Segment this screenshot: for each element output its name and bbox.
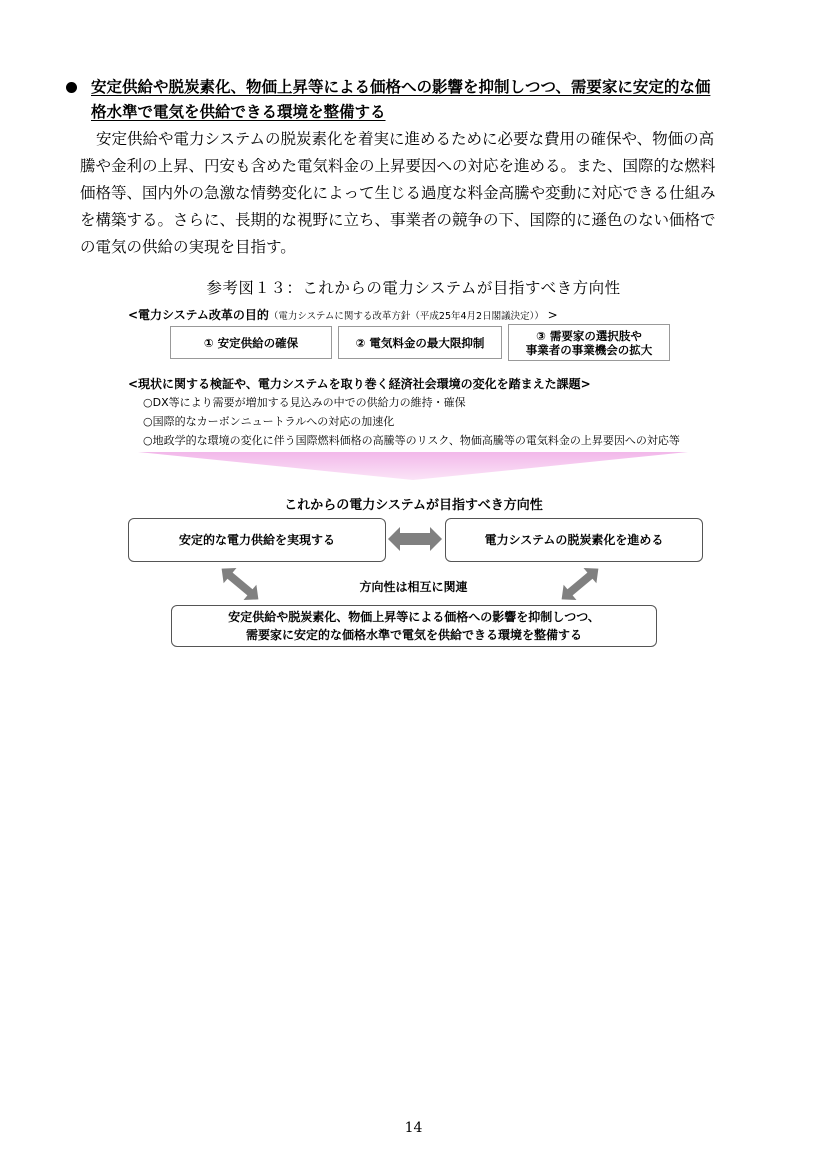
- direction-box-stable-supply: [128, 518, 386, 562]
- direction-label: 電力システムの脱炭素化を進める: [484, 533, 664, 547]
- direction-box-price-stability: [171, 605, 657, 647]
- purpose-label: <電力システム改革の目的: [128, 308, 269, 322]
- page-number: 14: [404, 1120, 423, 1136]
- purpose-close: >: [547, 308, 558, 322]
- bullet-icon: [66, 82, 77, 93]
- section-heading: [91, 75, 771, 125]
- figure-caption: 参考図１３：これからの電力システムが目指すべき方向性: [206, 279, 621, 297]
- goal-box-stable-supply: [170, 326, 332, 359]
- goal-box-choice-expansion: [508, 324, 670, 361]
- goal-label-line: ③ 需要家の選択肢や: [536, 328, 642, 343]
- body-line: 価格等、国内外の急激な情勢変化によって生じる過度な料金高騰や変動に対応できる仕組み: [80, 184, 716, 202]
- down-arrow-band-icon: [138, 452, 688, 480]
- mutual-relation-label: 方向性は相互に関連: [359, 580, 468, 594]
- goal-box-price-control: [338, 326, 502, 359]
- body-line: を構築する。さらに、長期的な視野に立ち、事業者の競争の下、国際的に遜色のない価格で: [80, 211, 716, 229]
- purpose-note: （電力システムに関する改革方針（平成25年4月2日閣議決定））: [268, 311, 544, 322]
- purpose-heading: [128, 306, 558, 323]
- challenge-item: ○DX等により需要が増加する見込みの中での供給力の維持・確保: [143, 396, 466, 409]
- direction-label-line: 安定供給や脱炭素化、物価上昇等による価格への影響を抑制しつつ、: [228, 610, 600, 624]
- body-line: の電気の供給の実現を目指す。: [80, 238, 296, 256]
- double-arrow-horizontal-icon: [388, 527, 442, 551]
- body-paragraph: [80, 126, 770, 261]
- challenge-item: ○地政学的な環境の変化に伴う国際燃料価格の高騰等のリスク、物価高騰等の電気料金の上昇要因への対応等: [143, 434, 680, 447]
- direction-label: 安定的な電力供給を実現する: [178, 533, 335, 547]
- body-line: 安定供給や電力システムの脱炭素化を着実に進めるために必要な費用の確保や、物価の高: [96, 130, 715, 148]
- direction-box-decarbonization: [445, 518, 703, 562]
- direction-title: これからの電力システムが目指すべき方向性: [284, 498, 543, 513]
- body-line: 騰や金利の上昇、円安も含めた電気料金の上昇要因への対応を進める。また、国際的な燃料: [80, 157, 716, 175]
- challenges-heading: <現状に関する検証や、電力システムを取り巻く経済社会環境の変化を踏まえた課題>: [128, 377, 591, 391]
- goal-label: ② 電気料金の最大限抑制: [355, 335, 485, 350]
- direction-label-line: 需要家に安定的な価格水準で電気を供給できる環境を整備する: [245, 628, 582, 642]
- goal-label: ① 安定供給の確保: [203, 335, 299, 350]
- heading-line: 安定供給や脱炭素化、物価上昇等による価格への影響を抑制しつつ、需要家に安定的な価: [91, 78, 711, 96]
- heading-line: 格水準で電気を供給できる環境を整備する: [91, 103, 386, 121]
- challenge-item: ○国際的なカーボンニュートラルへの対応の加速化: [143, 415, 395, 428]
- goal-label-line: 事業者の事業機会の拡大: [525, 342, 653, 357]
